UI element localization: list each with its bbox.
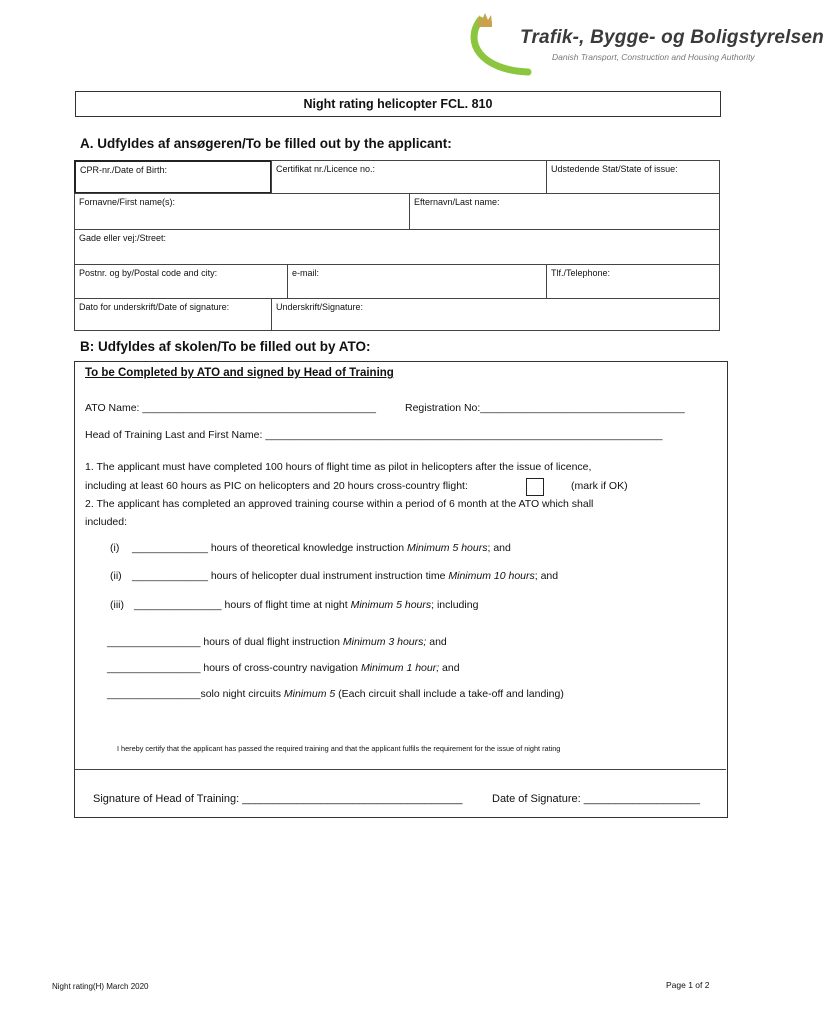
page-number: Page 1 of 2 xyxy=(666,980,710,990)
date-signature-field[interactable] xyxy=(74,298,272,331)
night-circuits-line[interactable]: ________________solo night circuits Minimum 5 (Each circuit shall include a take-off and landing) xyxy=(107,688,564,700)
mark-ok-label: (mark if OK) xyxy=(571,480,628,492)
section-a-heading: A. Udfyldes af ansøgeren/To be filled out by the applicant: xyxy=(80,136,452,151)
requirement-1-line-2: including at least 60 hours as PIC on helicopters and 20 hours cross-country flight: xyxy=(85,480,468,492)
date-signature-label: Dato for underskrift/Date of signature: xyxy=(79,302,230,312)
item-ii-number: (ii) xyxy=(110,570,122,582)
telephone-field[interactable] xyxy=(546,264,720,299)
head-of-training-field[interactable]: Head of Training Last and First Name: ____________________________________________________________________ xyxy=(85,429,663,441)
cpr-label: CPR-nr./Date of Birth: xyxy=(80,165,168,175)
state-field[interactable] xyxy=(546,160,720,194)
signature-label: Underskrift/Signature: xyxy=(276,302,364,312)
cpr-field[interactable] xyxy=(74,160,272,194)
footer-doc-id: Night rating(H) March 2020 xyxy=(52,982,149,991)
registration-field[interactable]: Registration No:___________________________________ xyxy=(405,402,685,414)
licence-label: Certifikat nr./Licence no.: xyxy=(276,164,376,174)
state-label: Udstedende Stat/State of issue: xyxy=(551,164,678,174)
first-name-label: Fornavne/First name(s): xyxy=(79,197,176,207)
agency-name: Trafik-, Bygge- og Boligstyrelsen xyxy=(520,27,824,48)
last-name-label: Efternavn/Last name: xyxy=(414,197,500,207)
email-field[interactable] xyxy=(287,264,547,299)
requirement-1-line-1: 1. The applicant must have completed 100 hours of flight time as pilot in helicopters after the issue of licence, xyxy=(85,461,592,473)
form-title: Night rating helicopter FCL. 810 xyxy=(303,97,493,111)
ato-name-field[interactable]: ATO Name: ________________________________________ xyxy=(85,402,376,414)
item-i-number: (i) xyxy=(110,542,120,554)
requirement-2-line-1: 2. The applicant has completed an approved training course within a period of 6 month at the ATO which shall xyxy=(85,498,594,510)
signature-field[interactable] xyxy=(271,298,720,331)
signature-divider xyxy=(75,769,726,770)
telephone-label: Tlf./Telephone: xyxy=(551,268,611,278)
last-name-field[interactable] xyxy=(409,193,720,230)
licence-field[interactable] xyxy=(271,160,547,194)
ato-box-title: To be Completed by ATO and signed by Head of Training xyxy=(85,367,394,379)
item-iii-line[interactable]: _______________ hours of flight time at night Minimum 5 hours; including xyxy=(134,599,479,611)
section-b-heading: B: Udfyldes af skolen/To be filled out by ATO: xyxy=(80,339,371,354)
mark-ok-checkbox[interactable] xyxy=(526,478,544,496)
item-i-line[interactable]: _____________ hours of theoretical knowledge instruction Minimum 5 hours; and xyxy=(132,542,511,554)
date-of-signature-field[interactable]: Date of Signature: ___________________ xyxy=(492,793,700,805)
item-ii-line[interactable]: _____________ hours of helicopter dual instrument instruction time Minimum 10 hours; and xyxy=(132,570,559,582)
first-name-field[interactable] xyxy=(74,193,410,230)
cross-country-line[interactable]: ________________ hours of cross-country navigation Minimum 1 hour; and xyxy=(107,662,460,674)
dual-flight-line[interactable]: ________________ hours of dual flight instruction Minimum 3 hours; and xyxy=(107,636,447,648)
email-label: e-mail: xyxy=(292,268,320,278)
certify-statement: I hereby certify that the applicant has passed the required training and that the applicant fulfils the requirement for the issue of night rating xyxy=(117,744,561,753)
agency-subtitle: Danish Transport, Construction and Housing Authority xyxy=(552,52,755,62)
title-box xyxy=(75,91,721,117)
head-signature-field[interactable]: Signature of Head of Training: ____________________________________ xyxy=(93,793,463,805)
street-field[interactable] xyxy=(74,229,720,265)
postal-label: Postnr. og by/Postal code and city: xyxy=(79,268,218,278)
postal-field[interactable] xyxy=(74,264,288,299)
street-label: Gade eller vej:/Street: xyxy=(79,233,167,243)
requirement-2-line-2: included: xyxy=(85,516,128,528)
item-iii-number: (iii) xyxy=(110,599,124,611)
